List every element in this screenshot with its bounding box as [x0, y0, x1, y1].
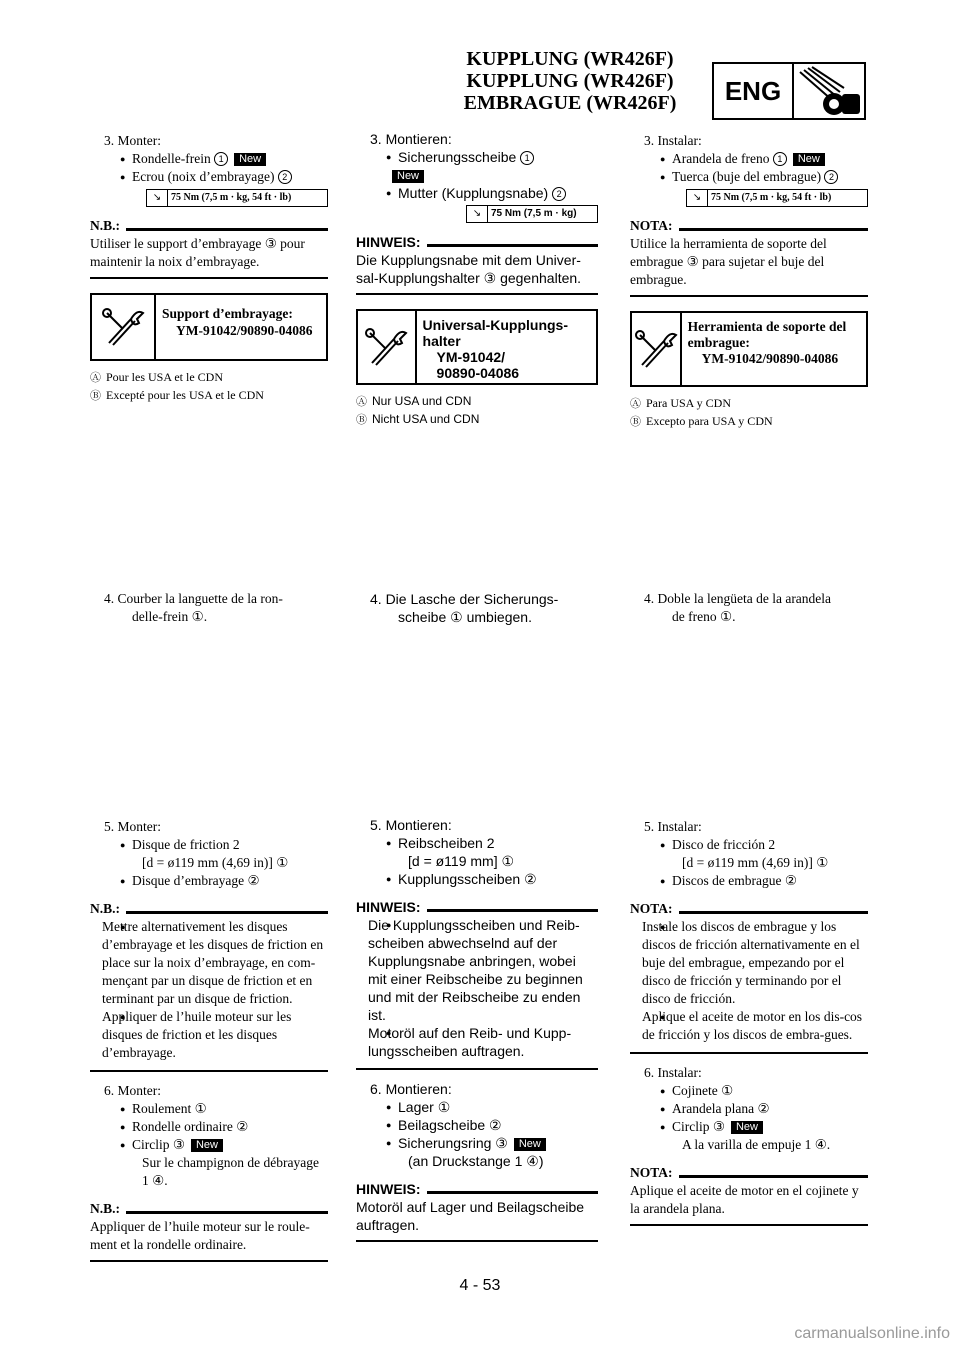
de-footnotes: [356, 393, 598, 429]
de-s3-item-2: Mutter (Kupplungsnabe): [398, 185, 549, 201]
fr-note-label: N.B.:: [90, 218, 120, 233]
divider: [679, 1175, 869, 1178]
de-s5-item-2: ● Kupplungsscheiben ②: [356, 870, 598, 888]
es-special-tool: [630, 311, 868, 387]
fr-s3-title: 3. Monter:: [104, 133, 161, 148]
new-badge: New: [191, 1139, 223, 1152]
es-note-label: NOTA:: [630, 218, 673, 233]
page-number: 4 - 53: [459, 1277, 501, 1294]
tool-icon: [632, 313, 682, 385]
es-s6-item-3: Circlip ③: [672, 1119, 725, 1134]
fr-s5-note-2: [90, 1008, 328, 1062]
de-tool-code: YM-91042/: [436, 349, 506, 365]
divider: [356, 1240, 598, 1242]
es-s5-item-2: ● Discos de embrague ②: [630, 872, 868, 890]
callout-2: 2: [824, 170, 838, 184]
de-s6-item-3: Sicherungsring ③: [398, 1135, 508, 1151]
es-s4-line-2: de freno ①.: [672, 609, 736, 624]
es-s6-note: Aplique el aceite de motor en el cojinete y la arandela plana.: [630, 1183, 859, 1216]
de-s5-note-1: [356, 916, 598, 1024]
fr-torque-value: 75 Nm (7,5 m · kg, 54 ft · lb): [171, 192, 292, 203]
fr-s3-item-2: Ecrou (noix d’embrayage): [132, 169, 275, 184]
de-torque-value: 75 Nm (7,5 m · kg): [491, 208, 577, 219]
de-s3-item-1: Sicherungsscheibe: [398, 149, 517, 165]
divider: [630, 1224, 868, 1226]
fr-s5-item-2: ● Disque d’embrayage ②: [90, 872, 328, 890]
new-badge: New: [392, 170, 424, 183]
de-tool-name: Universal-Kupplungs-halter: [422, 317, 569, 349]
divider: [126, 911, 328, 914]
fr-step-3: [90, 132, 328, 405]
tool-icon: [92, 295, 156, 359]
fr-s6-item-3-detail: Sur le champignon de débrayage 1 ④.: [142, 1155, 319, 1188]
es-step-5: [630, 818, 868, 1226]
de-note-label: HINWEIS:: [356, 1181, 421, 1197]
de-s3-title: 3. Montieren:: [370, 131, 452, 147]
de-s5-note-2-text: ● Motoröl auf den Reib- und Kupp-lungsscheiben auftragen.: [368, 1025, 572, 1059]
header-title-1: KUPPLUNG (WR426F): [466, 48, 674, 70]
es-step-3: [630, 132, 868, 431]
de-s6-item-1: ● Lager ①: [356, 1098, 598, 1116]
es-torque-spec: [686, 189, 868, 207]
new-badge: New: [234, 153, 266, 166]
de-s6-item-3-detail: (an Druckstange 1 ④): [408, 1153, 544, 1169]
de-s4-line-1: 4. Die Lasche der Sicherungs-: [370, 591, 559, 607]
new-badge: New: [514, 1138, 546, 1151]
fr-s6-item-3: Circlip ③: [132, 1137, 185, 1152]
de-s5-note-2: [356, 1024, 598, 1060]
fr-step-5: [90, 818, 328, 1262]
new-badge: New: [731, 1121, 763, 1134]
new-badge: New: [793, 153, 825, 166]
de-torque-spec: [466, 205, 598, 223]
fr-s6-note: Appliquer de l’huile moteur sur le roule-ment et la rondelle ordinaire.: [90, 1219, 310, 1252]
footnote-b-marker: Ⓑ: [90, 390, 101, 402]
header-title-3: EMBRAGUE (WR426F): [463, 92, 677, 114]
de-s5-title: 5. Montieren:: [370, 817, 452, 833]
de-footnote-b: Nicht USA und CDN: [372, 412, 480, 426]
de-s6-title: 6. Montieren:: [370, 1081, 452, 1097]
es-s3-item-2: Tuerca (buje del embrague): [672, 169, 822, 184]
de-special-tool: [356, 309, 598, 385]
divider: [427, 909, 598, 912]
fr-s6-item-1: ● Roulement ①: [90, 1100, 328, 1118]
fr-s5-note-2-text: ● Appliquer de l’huile moteur sur les disques de friction et les disques d’embrayage.: [102, 1009, 292, 1060]
es-footnote-a: Para USA y CDN: [646, 396, 732, 410]
fr-s5-item-1-dim: [d = ø119 mm (4,69 in)] ①: [142, 855, 289, 870]
es-step-4: [630, 590, 868, 626]
de-s4-line-2: scheibe ① umbiegen.: [398, 609, 532, 625]
divider: [427, 244, 598, 247]
es-note-label: NOTA:: [630, 1165, 673, 1180]
es-s5-note-2: [630, 1008, 868, 1044]
fr-note-label: N.B.:: [90, 901, 120, 916]
es-s5-title: 5. Instalar:: [644, 819, 702, 834]
es-s5-item-1: ● Disco de fricción 2: [630, 836, 868, 854]
fr-s4-line-2: delle-frein ①.: [132, 609, 208, 624]
es-s5-note-1: [630, 918, 868, 1008]
es-s3-note: Utilice la herramienta de soporte del embrague ③ para sujetar el buje del embrague.: [630, 236, 827, 287]
es-s6-item-2: ● Arandela plana ②: [630, 1100, 868, 1118]
divider: [356, 293, 598, 295]
de-step-4: [356, 590, 598, 626]
de-step-3: [356, 130, 598, 429]
footnote-a-marker: Ⓐ: [90, 372, 101, 384]
fr-note-header: [90, 217, 328, 235]
footnote-b-marker: Ⓑ: [630, 416, 641, 428]
es-footnote-b: Excepto para USA y CDN: [646, 414, 773, 428]
de-tool-code-2: 90890-04086: [436, 365, 520, 381]
divider: [126, 228, 328, 231]
fr-step-4: [90, 590, 328, 626]
watermark: carmanualsonline.info: [794, 1325, 950, 1342]
fr-tool-code: YM-91042/90890-04086: [176, 323, 313, 338]
es-s3-title: 3. Instalar:: [644, 133, 702, 148]
de-note-label: HINWEIS:: [356, 899, 421, 915]
es-tool-name: Herramienta de soporte del embrague:: [687, 319, 847, 350]
divider: [90, 277, 328, 279]
de-step-5: [356, 816, 598, 1242]
footnote-a-marker: Ⓐ: [356, 396, 367, 408]
eng-label: ENG: [714, 64, 794, 118]
es-tool-code: YM-91042/90890-04086: [701, 351, 839, 366]
de-s6-item-2: ● Beilagscheibe ②: [356, 1116, 598, 1134]
es-footnotes: [630, 395, 868, 431]
fr-s5-title: 5. Monter:: [104, 819, 161, 834]
fr-note-label: N.B.:: [90, 1201, 120, 1216]
footnote-a-marker: Ⓐ: [630, 398, 641, 410]
fr-torque-spec: [146, 189, 328, 207]
fr-s5-item-1: ● Disque de friction 2: [90, 836, 328, 854]
callout-1: 1: [214, 152, 228, 166]
callout-1: 1: [520, 151, 534, 165]
de-s6-note: Motoröl auf Lager und Beilagscheibe auftragen.: [356, 1199, 585, 1233]
es-s4-line-1: 4. Doble la lengüeta de la arandela: [644, 591, 832, 606]
divider: [679, 228, 869, 231]
divider: [679, 911, 869, 914]
de-s5-note-1-text: ● Die Kupplungsscheiben und Reib-scheiben abwechselnd auf der Kupplungsnabe anbringen, wobei mit einer Reibscheibe zu beginnen und mit der Reibscheibe zu enden ist.: [368, 917, 583, 1023]
fr-s5-note-1: [90, 918, 328, 1008]
callout-1: 1: [773, 152, 787, 166]
fr-s3-note: Utiliser le support d’embrayage ③ pour maintenir la noix d’embrayage.: [90, 236, 305, 269]
divider: [427, 1191, 598, 1194]
es-note-label: NOTA:: [630, 901, 673, 916]
es-torque-value: 75 Nm (7,5 m · kg, 54 ft · lb): [711, 192, 832, 203]
fr-footnote-a: Pour les USA et le CDN: [106, 370, 223, 384]
es-s5-note-1-text: ● Instale los discos de embrague y los discos de fricción alternativamente en el buje del embrague, empezando por el disco de fricción y terminando por el disco de fricción.: [642, 919, 860, 1006]
fr-s6-item-2: ● Rondelle ordinaire ②: [90, 1118, 328, 1136]
es-s6-title: 6. Instalar:: [644, 1065, 702, 1080]
fr-tool-name: Support d’embrayage:: [162, 306, 293, 321]
divider: [126, 1211, 328, 1214]
fr-footnote-b: Excepté pour les USA et le CDN: [106, 388, 264, 402]
divider: [630, 295, 868, 297]
wrench-icon: ↘: [147, 190, 168, 206]
es-s5-item-1-dim: [d = ø119 mm (4,69 in)] ①: [682, 855, 829, 870]
fr-footnotes: [90, 369, 328, 405]
de-footnote-a: Nur USA und CDN: [372, 394, 472, 408]
callout-2: 2: [552, 187, 566, 201]
de-s5-item-1: ● Reibscheiben 2: [356, 834, 598, 852]
fr-s5-note-1-text: ● Mettre alternativement les disques d’embrayage et les disques de friction en place sur la noix d’embrayage, en com-mençant par un disque de friction et en terminant par un disque de friction.: [102, 919, 324, 1006]
tool-icon: [358, 311, 417, 383]
es-s6-item-1: ● Cojinete ①: [630, 1082, 868, 1100]
de-note-label: HINWEIS:: [356, 234, 421, 250]
page-header: [440, 48, 700, 114]
engine-icon: [794, 66, 864, 118]
divider: [90, 1260, 328, 1262]
es-s5-note-2-text: ● Aplique el aceite de motor en los dis-cos de fricción y los discos de embra-gues.: [642, 1009, 863, 1042]
fr-s3-item-1: Rondelle-frein: [132, 151, 211, 166]
fr-s6-title: 6. Monter:: [104, 1083, 161, 1098]
fr-special-tool: [90, 293, 328, 361]
de-s5-item-1-dim: [d = ø119 mm] ①: [408, 853, 515, 869]
de-s3-note: Die Kupplungsnabe mit dem Univer-sal-Kupplungshalter ③ gegenhalten.: [356, 252, 582, 286]
footnote-b-marker: Ⓑ: [356, 414, 367, 426]
wrench-icon: ↘: [687, 190, 708, 206]
fr-s4-line-1: 4. Courber la languette de la ron-: [104, 591, 283, 606]
header-title-2: KUPPLUNG (WR426F): [466, 70, 674, 92]
callout-2: 2: [278, 170, 292, 184]
es-s6-item-3-detail: A la varilla de empuje 1 ④.: [682, 1137, 831, 1152]
wrench-icon: ↘: [467, 206, 488, 222]
es-s3-item-1: Arandela de freno: [672, 151, 770, 166]
eng-section-badge: [712, 62, 866, 120]
